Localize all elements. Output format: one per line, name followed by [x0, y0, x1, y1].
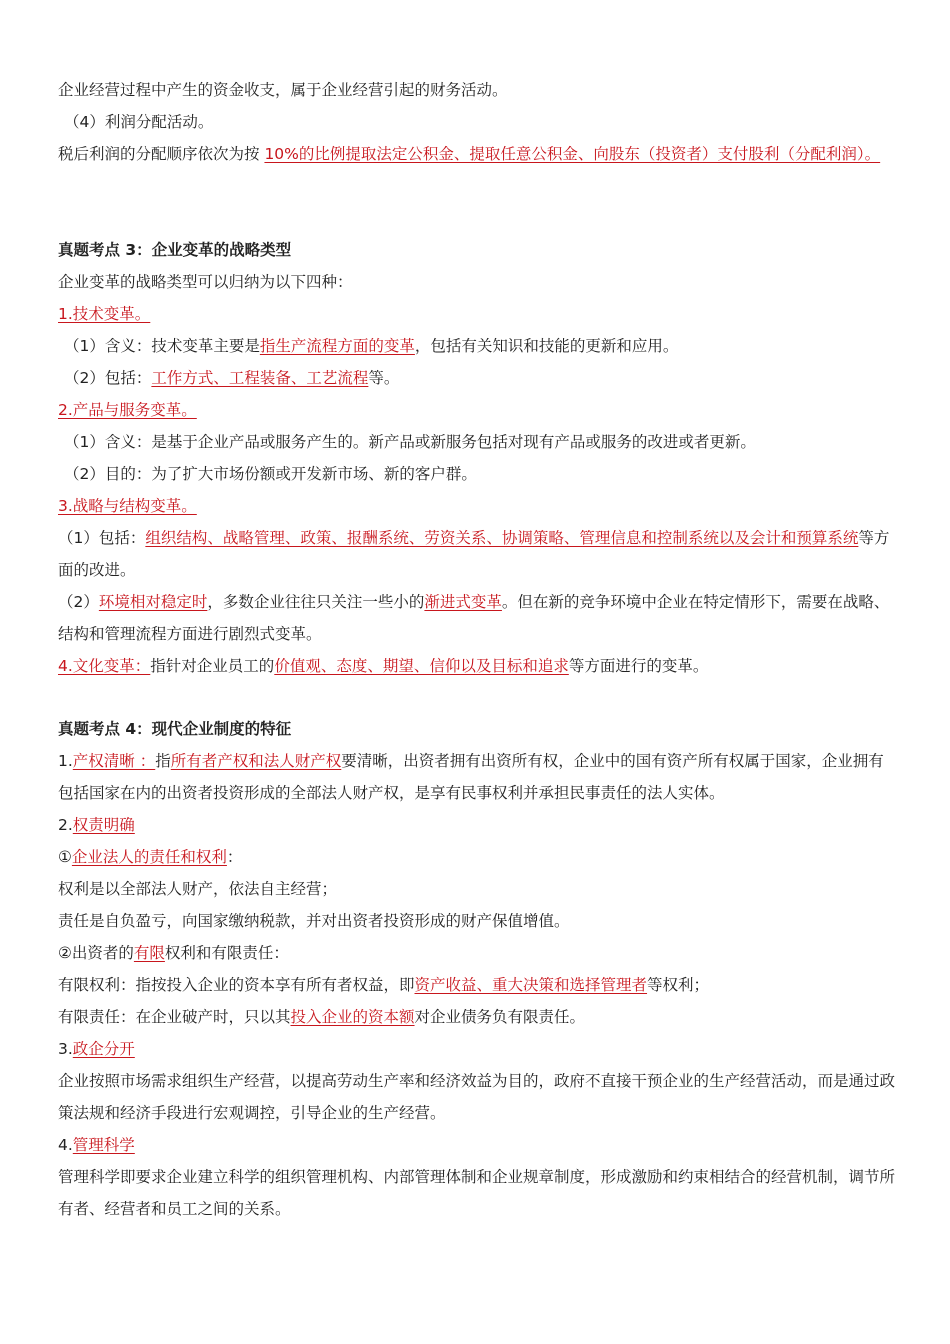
text-run: 等。	[368, 369, 400, 387]
highlighted-text: 管理科学	[72, 1136, 135, 1154]
text-run: 真题考点 3：企业变革的战略类型	[58, 241, 292, 259]
paragraph-line	[58, 368, 904, 388]
text-run: 有限权利：指按投入企业的资本享有所有者权益，即	[58, 976, 415, 994]
paragraph-line	[58, 272, 898, 292]
list-heading	[58, 656, 898, 676]
list-heading	[58, 304, 898, 324]
highlighted-text: 产权清晰 ：	[72, 752, 156, 770]
text-run: 3.	[58, 1040, 73, 1058]
highlighted-text: 4.文化变革：	[58, 657, 151, 675]
text-run: 责任是自负盈亏，向国家缴纳税款，并对出资者投资形成的财产保值增值。	[58, 912, 570, 930]
paragraph-line	[58, 975, 898, 995]
text-run: 真题考点 4：现代企业制度的特征	[58, 720, 292, 738]
text-run: 2.	[58, 816, 73, 834]
text-run: ①	[58, 848, 72, 866]
highlighted-text: 资产收益、重大决策和选择管理者	[414, 976, 648, 994]
paragraph-line	[58, 336, 904, 356]
text-run: 。但在新的竞争环境中企业在特定情形下，需要在战略、结构和管理流程方面进行剧烈式变革。	[58, 593, 890, 643]
paragraph-line	[58, 847, 898, 867]
text-run: （2）包括：	[64, 369, 152, 387]
text-run: 权利和有限责任：	[164, 944, 289, 962]
text-run: 等方面的改进。	[58, 529, 890, 579]
paragraph-line	[58, 943, 898, 963]
highlighted-text: 工作方式、工程装备、工艺流程	[151, 369, 369, 387]
text-run: 对企业债务负有限责任。	[414, 1008, 586, 1026]
paragraph-line	[58, 112, 904, 132]
text-run: （1）含义：是基于企业产品或服务产生的。新产品或新服务包括对现有产品或服务的改进或者更新。	[64, 433, 756, 451]
highlighted-text: 有限	[133, 944, 165, 962]
text-run: 企业按照市场需求组织生产经营，以提高劳动生产率和经济效益为目的，政府不直接干预企业的生产经营活动，而是通过政策法规和经济手段进行宏观调控，引导企业的生产经营。	[58, 1072, 896, 1122]
text-run: 指	[155, 752, 171, 770]
section-heading	[58, 240, 898, 260]
text-run: 有限责任：在企业破产时，只以其	[58, 1008, 291, 1026]
highlighted-text: 指生产流程方面的变革	[259, 337, 415, 355]
paragraph-line	[58, 911, 898, 931]
text-run: 要清晰，出资者拥有出资所有权，企业中的国有资产所有权属于国家，企业拥有包括国家在内的出资者投资形成的全部法人财产权，是享有民事权利并承担民事责任的法人实体。	[58, 752, 884, 802]
text-run: 4.	[58, 1136, 73, 1154]
paragraph-line	[58, 464, 904, 484]
text-run: 管理科学即要求企业建立科学的组织管理机构、内部管理体制和企业规章制度，形成激励和约束相结合的经营机制，调节所有者、经营者和员工之间的关系。	[58, 1168, 896, 1218]
list-heading	[58, 815, 898, 835]
list-heading	[58, 496, 898, 516]
text-run: （1）含义：技术变革主要是	[64, 337, 260, 355]
highlighted-text: 组织结构、战略管理、政策、报酬系统、劳资关系、协调策略、管理信息和控制系统以及会计和预算系统	[145, 529, 859, 547]
paragraph-line	[58, 1065, 898, 1129]
paragraph-line	[58, 1007, 898, 1027]
paragraph-line	[58, 586, 898, 650]
highlighted-text: 价值观、态度、期望、信仰以及目标和追求	[274, 657, 569, 675]
text-run: 指针对企业员工的	[150, 657, 275, 675]
section-heading	[58, 719, 898, 739]
text-run: 1.	[58, 752, 73, 770]
text-run: ：	[226, 848, 243, 866]
text-run: （4）利润分配活动。	[64, 113, 214, 131]
text-run: （1）包括：	[58, 529, 146, 547]
paragraph-line	[58, 138, 898, 170]
list-heading	[58, 1039, 898, 1059]
highlighted-text: 3.战略与结构变革。	[58, 497, 197, 515]
paragraph-line	[58, 432, 904, 452]
paragraph-line	[58, 80, 898, 100]
highlighted-text: 政企分开	[72, 1040, 135, 1058]
paragraph-line	[58, 1161, 898, 1225]
highlighted-text: 2.产品与服务变革。	[58, 401, 197, 419]
highlighted-text: 渐进式变革	[424, 593, 502, 611]
highlighted-text: 所有者产权和法人财产权	[170, 752, 342, 770]
text-run: 等权利；	[647, 976, 710, 994]
highlighted-text: 10%的比例提取法定公积金、提取任意公积金、向股东（投资者）支付股利（分配利润）。	[264, 145, 881, 163]
highlighted-text: 投入企业的资本额	[290, 1008, 415, 1026]
text-run: 税后利润的分配顺序依次为按	[58, 145, 265, 163]
list-heading	[58, 1135, 898, 1155]
text-run: 权利是以全部法人财产，依法自主经营；	[58, 880, 338, 898]
paragraph-line	[58, 879, 898, 899]
text-run: ②出资者的	[58, 944, 134, 962]
paragraph-line	[58, 745, 898, 809]
highlighted-text: 环境相对稳定时	[98, 593, 208, 611]
text-run: （2）目的：为了扩大市场份额或开发新市场、新的客户群。	[64, 465, 477, 483]
highlighted-text: 权责明确	[72, 816, 135, 834]
text-run: 企业变革的战略类型可以归纳为以下四种：	[58, 273, 353, 291]
highlighted-text: 1.技术变革。	[58, 305, 151, 323]
text-run: 企业经营过程中产生的资金收支，属于企业经营引起的财务活动。	[58, 81, 508, 99]
list-heading	[58, 400, 898, 420]
highlighted-text: 企业法人的责任和权利	[71, 848, 227, 866]
text-run: ，包括有关知识和技能的更新和应用。	[414, 337, 679, 355]
text-run: 等方面进行的变革。	[568, 657, 709, 675]
paragraph-line	[58, 522, 898, 586]
text-run: （2）	[58, 593, 99, 611]
text-run: ，多数企业往往只关注一些小的	[207, 593, 425, 611]
